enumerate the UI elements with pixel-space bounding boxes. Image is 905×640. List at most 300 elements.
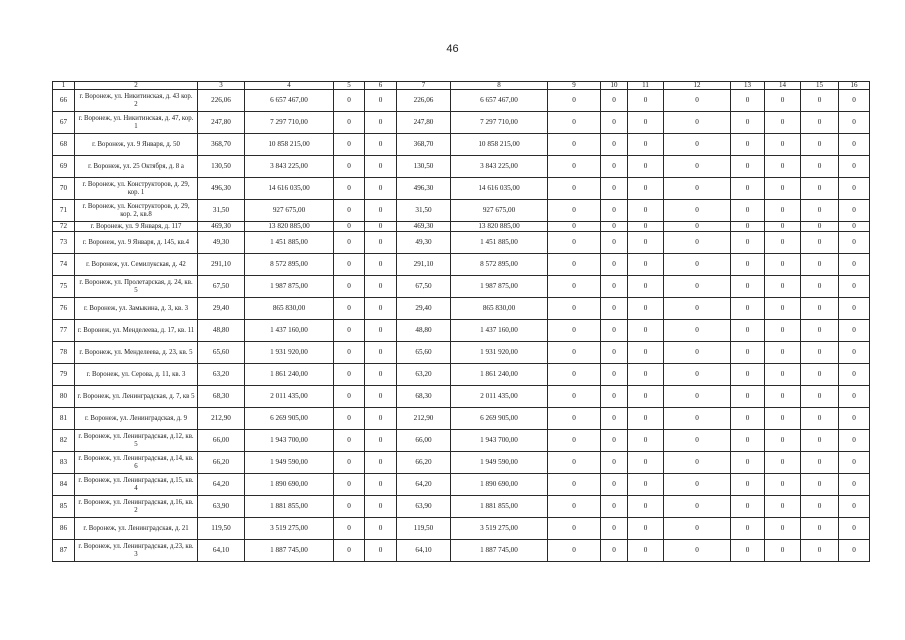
- value-cell: 0: [839, 518, 870, 540]
- value-cell: 0: [839, 408, 870, 430]
- value-cell: 130,50: [397, 156, 451, 178]
- row-number-cell: 82: [53, 430, 75, 452]
- row-number-cell: 76: [53, 298, 75, 320]
- value-cell: 1 949 590,00: [245, 452, 334, 474]
- value-cell: 0: [628, 232, 664, 254]
- value-cell: 0: [334, 276, 365, 298]
- value-cell: 0: [334, 90, 365, 112]
- value-cell: 119,50: [397, 518, 451, 540]
- value-cell: 63,90: [397, 496, 451, 518]
- value-cell: 0: [765, 540, 801, 562]
- value-cell: 0: [628, 200, 664, 222]
- value-cell: 0: [334, 540, 365, 562]
- value-cell: 0: [664, 134, 731, 156]
- value-cell: 226,06: [397, 90, 451, 112]
- value-cell: 0: [334, 320, 365, 342]
- value-cell: 68,30: [397, 386, 451, 408]
- address-cell: г. Воронеж, ул. Менделеева, д. 17, кв. 11: [75, 320, 198, 342]
- value-cell: 0: [628, 276, 664, 298]
- value-cell: 0: [731, 386, 765, 408]
- value-cell: 0: [548, 496, 601, 518]
- value-cell: 0: [548, 178, 601, 200]
- row-number-cell: 71: [53, 200, 75, 222]
- value-cell: 0: [548, 200, 601, 222]
- value-cell: 0: [765, 342, 801, 364]
- address-cell: г. Воронеж, ул. 9 Января, д. 50: [75, 134, 198, 156]
- column-number-cell: 8: [451, 82, 548, 90]
- value-cell: 0: [548, 320, 601, 342]
- value-cell: 0: [334, 364, 365, 386]
- value-cell: 0: [365, 430, 397, 452]
- value-cell: 0: [801, 320, 839, 342]
- value-cell: 6 657 467,00: [451, 90, 548, 112]
- value-cell: 2 011 435,00: [245, 386, 334, 408]
- value-cell: 1 987 875,00: [451, 276, 548, 298]
- value-cell: 0: [334, 232, 365, 254]
- value-cell: 0: [601, 320, 628, 342]
- page-number: 46: [446, 43, 459, 55]
- value-cell: 0: [765, 222, 801, 232]
- value-cell: 1 451 885,00: [245, 232, 334, 254]
- value-cell: 2 011 435,00: [451, 386, 548, 408]
- value-cell: 0: [365, 474, 397, 496]
- value-cell: 0: [731, 540, 765, 562]
- value-cell: 0: [839, 200, 870, 222]
- value-cell: 0: [334, 222, 365, 232]
- value-cell: 0: [801, 200, 839, 222]
- value-cell: 0: [839, 386, 870, 408]
- value-cell: 48,80: [198, 320, 245, 342]
- value-cell: 0: [365, 364, 397, 386]
- value-cell: 0: [365, 320, 397, 342]
- value-cell: 0: [839, 364, 870, 386]
- value-cell: 0: [601, 200, 628, 222]
- row-number-cell: 80: [53, 386, 75, 408]
- value-cell: 469,30: [397, 222, 451, 232]
- value-cell: 66,20: [198, 452, 245, 474]
- row-number-cell: 72: [53, 222, 75, 232]
- value-cell: 0: [628, 178, 664, 200]
- row-number-cell: 85: [53, 496, 75, 518]
- value-cell: 14 616 035,00: [451, 178, 548, 200]
- value-cell: 1 887 745,00: [245, 540, 334, 562]
- value-cell: 0: [664, 386, 731, 408]
- value-cell: 0: [765, 320, 801, 342]
- value-cell: 3 843 225,00: [451, 156, 548, 178]
- value-cell: 65,60: [397, 342, 451, 364]
- value-cell: 0: [334, 474, 365, 496]
- value-cell: 1 881 855,00: [451, 496, 548, 518]
- value-cell: 0: [839, 474, 870, 496]
- table-row: [53, 408, 870, 430]
- value-cell: 31,50: [198, 200, 245, 222]
- value-cell: 0: [839, 540, 870, 562]
- column-number-cell: 13: [731, 82, 765, 90]
- value-cell: 0: [765, 254, 801, 276]
- value-cell: 0: [548, 90, 601, 112]
- value-cell: 0: [548, 254, 601, 276]
- value-cell: 0: [801, 254, 839, 276]
- value-cell: 8 572 895,00: [245, 254, 334, 276]
- address-cell: г. Воронеж, ул. Ленинградская, д. 21: [75, 518, 198, 540]
- value-cell: 0: [365, 112, 397, 134]
- value-cell: 0: [628, 298, 664, 320]
- value-cell: 0: [731, 496, 765, 518]
- value-cell: 212,90: [397, 408, 451, 430]
- value-cell: 130,50: [198, 156, 245, 178]
- value-cell: 1 861 240,00: [245, 364, 334, 386]
- table-row: [53, 298, 870, 320]
- value-cell: 63,90: [198, 496, 245, 518]
- value-cell: 0: [664, 276, 731, 298]
- value-cell: 0: [548, 276, 601, 298]
- row-number-cell: 83: [53, 452, 75, 474]
- value-cell: 0: [839, 134, 870, 156]
- value-cell: 0: [628, 222, 664, 232]
- value-cell: 0: [801, 232, 839, 254]
- value-cell: 3 519 275,00: [451, 518, 548, 540]
- value-cell: 0: [765, 408, 801, 430]
- row-number-cell: 66: [53, 90, 75, 112]
- table-row: [53, 232, 870, 254]
- value-cell: 0: [765, 178, 801, 200]
- value-cell: 0: [839, 496, 870, 518]
- address-cell: г. Воронеж, ул. Ленинградская, д. 9: [75, 408, 198, 430]
- table-row: [53, 178, 870, 200]
- value-cell: 0: [601, 178, 628, 200]
- row-number-cell: 78: [53, 342, 75, 364]
- value-cell: 0: [801, 276, 839, 298]
- value-cell: 0: [548, 408, 601, 430]
- address-cell: г. Воронеж, ул. Семилукская, д. 42: [75, 254, 198, 276]
- value-cell: 1 890 690,00: [245, 474, 334, 496]
- value-cell: 0: [365, 408, 397, 430]
- value-cell: 0: [731, 178, 765, 200]
- value-cell: 0: [664, 156, 731, 178]
- column-number-cell: 9: [548, 82, 601, 90]
- value-cell: 0: [765, 474, 801, 496]
- value-cell: 0: [801, 156, 839, 178]
- value-cell: 0: [731, 222, 765, 232]
- address-cell: г. Воронеж, ул. 9 Января, д. 145, кв.4: [75, 232, 198, 254]
- value-cell: 0: [839, 156, 870, 178]
- row-number-cell: 67: [53, 112, 75, 134]
- address-cell: г. Воронеж, ул. 25 Октября, д. 8 а: [75, 156, 198, 178]
- value-cell: 0: [664, 342, 731, 364]
- value-cell: 0: [601, 408, 628, 430]
- value-cell: 0: [731, 112, 765, 134]
- value-cell: 0: [839, 430, 870, 452]
- column-number-cell: 6: [365, 82, 397, 90]
- value-cell: 66,20: [397, 452, 451, 474]
- value-cell: 0: [601, 364, 628, 386]
- value-cell: 10 858 215,00: [451, 134, 548, 156]
- table-row: [53, 112, 870, 134]
- column-number-cell: 4: [245, 82, 334, 90]
- value-cell: 7 297 710,00: [451, 112, 548, 134]
- table-row: [53, 156, 870, 178]
- table-row: [53, 430, 870, 452]
- value-cell: 0: [801, 518, 839, 540]
- value-cell: 291,10: [397, 254, 451, 276]
- value-cell: 0: [628, 452, 664, 474]
- value-cell: 0: [839, 222, 870, 232]
- table-row: [53, 496, 870, 518]
- value-cell: 0: [365, 178, 397, 200]
- table-row: [53, 276, 870, 298]
- value-cell: 0: [801, 178, 839, 200]
- value-cell: 0: [664, 232, 731, 254]
- value-cell: 0: [601, 518, 628, 540]
- table-row: [53, 386, 870, 408]
- value-cell: 0: [365, 134, 397, 156]
- column-number-cell: 10: [601, 82, 628, 90]
- value-cell: 0: [365, 222, 397, 232]
- value-cell: 0: [334, 452, 365, 474]
- value-cell: 1 931 920,00: [245, 342, 334, 364]
- value-cell: 1 943 700,00: [245, 430, 334, 452]
- value-cell: 0: [801, 430, 839, 452]
- value-cell: 0: [601, 232, 628, 254]
- value-cell: 0: [601, 342, 628, 364]
- value-cell: 0: [801, 222, 839, 232]
- row-number-cell: 79: [53, 364, 75, 386]
- value-cell: 0: [731, 364, 765, 386]
- value-cell: 6 269 905,00: [451, 408, 548, 430]
- value-cell: 0: [731, 254, 765, 276]
- value-cell: 0: [664, 298, 731, 320]
- address-cell: г. Воронеж, ул. Никитинская, д. 43 кор. 2: [75, 90, 198, 112]
- value-cell: 0: [664, 178, 731, 200]
- value-cell: 0: [731, 156, 765, 178]
- value-cell: 0: [548, 342, 601, 364]
- value-cell: 0: [664, 518, 731, 540]
- value-cell: 212,90: [198, 408, 245, 430]
- address-cell: г. Воронеж, ул. Пролетарская, д. 24, кв. 5: [75, 276, 198, 298]
- value-cell: 0: [765, 112, 801, 134]
- address-cell: г. Воронеж, ул. Ленинградская, д.15, кв. 4: [75, 474, 198, 496]
- row-number-cell: 70: [53, 178, 75, 200]
- value-cell: 0: [334, 408, 365, 430]
- column-number-cell: 16: [839, 82, 870, 90]
- value-cell: 0: [839, 342, 870, 364]
- value-cell: 0: [548, 540, 601, 562]
- value-cell: 7 297 710,00: [245, 112, 334, 134]
- value-cell: 0: [765, 200, 801, 222]
- value-cell: 0: [601, 222, 628, 232]
- value-cell: 64,10: [397, 540, 451, 562]
- address-cell: г. Воронеж, ул. Ленинградская, д.14, кв. 6: [75, 452, 198, 474]
- value-cell: 0: [601, 496, 628, 518]
- value-cell: 0: [801, 474, 839, 496]
- value-cell: 0: [548, 364, 601, 386]
- value-cell: 0: [839, 298, 870, 320]
- value-cell: 0: [765, 518, 801, 540]
- value-cell: 0: [334, 496, 365, 518]
- value-cell: 14 616 035,00: [245, 178, 334, 200]
- value-cell: 1 437 160,00: [245, 320, 334, 342]
- value-cell: 226,06: [198, 90, 245, 112]
- value-cell: 0: [664, 540, 731, 562]
- value-cell: 6 269 905,00: [245, 408, 334, 430]
- row-number-cell: 74: [53, 254, 75, 276]
- value-cell: 0: [601, 430, 628, 452]
- value-cell: 0: [801, 540, 839, 562]
- value-cell: 0: [839, 320, 870, 342]
- value-cell: 0: [765, 430, 801, 452]
- row-number-cell: 84: [53, 474, 75, 496]
- value-cell: 0: [801, 364, 839, 386]
- value-cell: 0: [664, 200, 731, 222]
- value-cell: 0: [365, 90, 397, 112]
- value-cell: 0: [765, 452, 801, 474]
- value-cell: 0: [365, 298, 397, 320]
- value-cell: 368,70: [397, 134, 451, 156]
- value-cell: 31,50: [397, 200, 451, 222]
- table-row: [53, 90, 870, 112]
- value-cell: 0: [731, 298, 765, 320]
- value-cell: 0: [334, 156, 365, 178]
- value-cell: 0: [765, 232, 801, 254]
- value-cell: 49,30: [198, 232, 245, 254]
- value-cell: 0: [334, 134, 365, 156]
- value-cell: 119,50: [198, 518, 245, 540]
- value-cell: 0: [765, 90, 801, 112]
- value-cell: 0: [365, 496, 397, 518]
- value-cell: 496,30: [198, 178, 245, 200]
- value-cell: 1 881 855,00: [245, 496, 334, 518]
- value-cell: 0: [664, 90, 731, 112]
- value-cell: 0: [334, 298, 365, 320]
- row-number-cell: 81: [53, 408, 75, 430]
- value-cell: 0: [839, 452, 870, 474]
- value-cell: 0: [548, 232, 601, 254]
- value-cell: 0: [628, 112, 664, 134]
- value-cell: 0: [731, 232, 765, 254]
- value-cell: 0: [765, 276, 801, 298]
- value-cell: 0: [801, 342, 839, 364]
- table-row: [53, 452, 870, 474]
- value-cell: 0: [548, 298, 601, 320]
- value-cell: 0: [365, 276, 397, 298]
- column-number-cell: 1: [53, 82, 75, 90]
- value-cell: 0: [334, 430, 365, 452]
- value-cell: 0: [765, 386, 801, 408]
- value-cell: 0: [365, 254, 397, 276]
- row-number-cell: 86: [53, 518, 75, 540]
- value-cell: 1 931 920,00: [451, 342, 548, 364]
- value-cell: 0: [365, 452, 397, 474]
- value-cell: 0: [334, 518, 365, 540]
- address-cell: г. Воронеж, ул. Замыкина, д. 3, кв. 3: [75, 298, 198, 320]
- value-cell: 0: [628, 254, 664, 276]
- value-cell: 13 820 885,00: [245, 222, 334, 232]
- value-cell: 0: [765, 156, 801, 178]
- table-row: [53, 364, 870, 386]
- value-cell: 0: [731, 134, 765, 156]
- value-cell: 0: [839, 90, 870, 112]
- value-cell: 0: [839, 254, 870, 276]
- column-number-cell: 14: [765, 82, 801, 90]
- value-cell: 0: [664, 254, 731, 276]
- value-cell: 0: [664, 474, 731, 496]
- row-number-cell: 77: [53, 320, 75, 342]
- table-row: [53, 518, 870, 540]
- value-cell: 67,50: [198, 276, 245, 298]
- table-row: [53, 200, 870, 222]
- value-cell: 0: [731, 276, 765, 298]
- value-cell: 0: [601, 386, 628, 408]
- value-cell: 0: [548, 156, 601, 178]
- value-cell: 0: [731, 90, 765, 112]
- value-cell: 0: [839, 232, 870, 254]
- value-cell: 0: [334, 342, 365, 364]
- value-cell: 66,00: [198, 430, 245, 452]
- value-cell: 1 943 700,00: [451, 430, 548, 452]
- value-cell: 0: [664, 364, 731, 386]
- address-cell: г. Воронеж, ул. Ленинградская, д.12, кв. 5: [75, 430, 198, 452]
- value-cell: 0: [801, 408, 839, 430]
- value-cell: 65,60: [198, 342, 245, 364]
- value-cell: 68,30: [198, 386, 245, 408]
- value-cell: 0: [601, 474, 628, 496]
- value-cell: 0: [628, 474, 664, 496]
- value-cell: 8 572 895,00: [451, 254, 548, 276]
- value-cell: 0: [628, 386, 664, 408]
- value-cell: 0: [601, 540, 628, 562]
- row-number-cell: 73: [53, 232, 75, 254]
- value-cell: 0: [548, 452, 601, 474]
- value-cell: 0: [334, 178, 365, 200]
- value-cell: 0: [765, 364, 801, 386]
- value-cell: 0: [365, 342, 397, 364]
- row-number-cell: 68: [53, 134, 75, 156]
- value-cell: 1 890 690,00: [451, 474, 548, 496]
- value-cell: 0: [548, 518, 601, 540]
- value-cell: 1 861 240,00: [451, 364, 548, 386]
- value-cell: 48,80: [397, 320, 451, 342]
- value-cell: 0: [731, 452, 765, 474]
- value-cell: 0: [664, 408, 731, 430]
- value-cell: 0: [601, 298, 628, 320]
- value-cell: 0: [365, 200, 397, 222]
- value-cell: 63,20: [397, 364, 451, 386]
- value-cell: 0: [765, 134, 801, 156]
- value-cell: 0: [628, 90, 664, 112]
- table-row: [53, 474, 870, 496]
- value-cell: 0: [548, 386, 601, 408]
- value-cell: 10 858 215,00: [245, 134, 334, 156]
- value-cell: 49,30: [397, 232, 451, 254]
- address-cell: г. Воронеж, ул. Менделеева, д. 23, кв. 5: [75, 342, 198, 364]
- value-cell: 0: [365, 540, 397, 562]
- value-cell: 247,80: [397, 112, 451, 134]
- value-cell: 247,80: [198, 112, 245, 134]
- value-cell: 29,40: [198, 298, 245, 320]
- value-cell: 0: [334, 112, 365, 134]
- value-cell: 0: [601, 112, 628, 134]
- value-cell: 0: [548, 430, 601, 452]
- value-cell: 927 675,00: [451, 200, 548, 222]
- column-number-row: [53, 82, 870, 90]
- row-number-cell: 75: [53, 276, 75, 298]
- value-cell: 66,00: [397, 430, 451, 452]
- table-row: [53, 540, 870, 562]
- value-cell: 0: [601, 254, 628, 276]
- value-cell: 0: [801, 386, 839, 408]
- value-cell: 0: [731, 342, 765, 364]
- value-cell: 0: [365, 232, 397, 254]
